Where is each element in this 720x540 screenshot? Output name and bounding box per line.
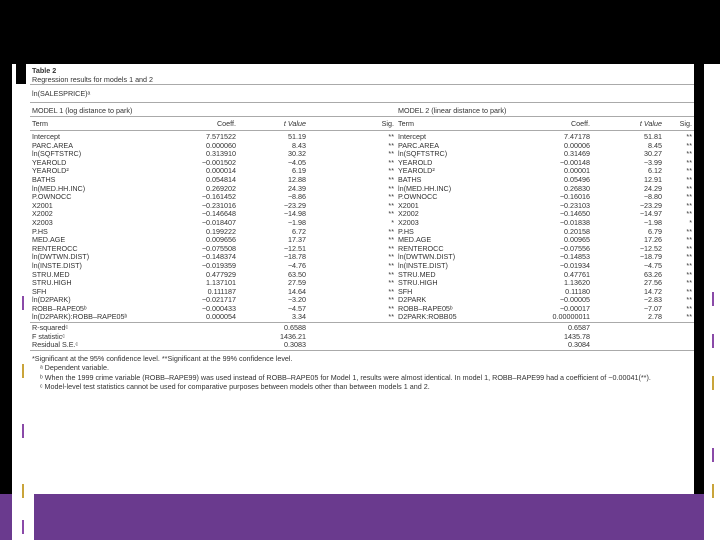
table-cell: 63.26 (644, 270, 662, 279)
stats-row (30, 341, 694, 350)
table-cell: 27.59 (288, 279, 306, 288)
table-cell: −0.00017 (559, 304, 590, 313)
table-cell: 0.00006 (564, 141, 590, 150)
table-cell: −0.231016 (201, 201, 236, 210)
table-cell: −4.05 (287, 158, 306, 167)
table-cell: ** (686, 193, 692, 202)
table-row (30, 142, 694, 151)
table-cell: ** (388, 193, 394, 202)
table-row (30, 176, 694, 185)
column-header: Term (30, 117, 160, 131)
table-cell: ** (686, 201, 692, 210)
table-cell: −4.76 (287, 261, 306, 270)
table-cell: −23.29 (639, 201, 662, 210)
table-cell: ln(INSTE.DIST) (32, 261, 82, 270)
table-cell: ** (686, 313, 692, 322)
table-cell: ln(MED.HH.INC) (32, 184, 86, 193)
table-cell: −0.161452 (201, 193, 236, 202)
table-cell: −7.07 (643, 304, 662, 313)
table-row (30, 296, 694, 305)
table-cell: −8.80 (643, 193, 662, 202)
table-notes (30, 351, 694, 392)
table-cell: PARC.AREA (32, 141, 74, 150)
table-cell: −1.98 (643, 218, 662, 227)
table-row (30, 245, 694, 254)
table-cell: SFH (398, 287, 413, 296)
empty-cell (308, 341, 396, 350)
table-cell: 0.111187 (207, 287, 236, 296)
table-cell: BATHS (32, 175, 56, 184)
table-cell: ** (388, 201, 394, 210)
table-cell: −23.29 (283, 201, 306, 210)
table-cell: ** (388, 296, 394, 305)
column-header-row (30, 117, 694, 131)
black-marker (16, 50, 26, 84)
stats-cell: 0.3083 (238, 341, 308, 350)
table-row (30, 185, 694, 194)
table-cell: P.HS (398, 227, 414, 236)
table-cell: 30.27 (644, 150, 662, 159)
table-row (30, 262, 694, 271)
table-row (30, 219, 694, 228)
table-cell: 51.81 (644, 132, 662, 141)
table-cell: 0.05496 (564, 175, 590, 184)
stats-cell: 0.6588 (238, 323, 308, 333)
table-cell: 14.72 (644, 287, 662, 296)
table-cell: PARC.AREA (398, 141, 440, 150)
table-cell: −3.99 (643, 158, 662, 167)
model2-heading: MODEL 2 (linear distance to park) (398, 106, 507, 115)
table-cell: 1.13620 (564, 279, 590, 288)
table-cell: −2.83 (643, 296, 662, 305)
stats-row (30, 323, 694, 333)
table-cell: ln(D2PARK):ROBB–RAPE05ᵇ (32, 313, 128, 322)
table-cell: 27.56 (644, 279, 662, 288)
table-cell: D2PARK:ROBB05 (398, 313, 457, 322)
table-cell: 1.137101 (206, 279, 236, 288)
column-header: Coeff. (506, 117, 592, 131)
table-cell: 2.78 (648, 313, 662, 322)
table-cell: 0.47761 (564, 270, 590, 279)
table-cell: X2003 (398, 218, 419, 227)
empty-cell (160, 323, 238, 333)
table-cell: ** (388, 304, 394, 313)
empty-cell (664, 323, 694, 333)
table-cell: 0.20158 (564, 227, 590, 236)
table-cell: ** (388, 150, 394, 159)
table-row (30, 167, 694, 176)
table-cell: 0.000060 (206, 141, 236, 150)
stats-cell: 0.6587 (506, 323, 592, 333)
table-cell: D2PARK (398, 296, 427, 305)
table-cell: ** (686, 287, 692, 296)
table-cell: −0.01934 (559, 261, 590, 270)
table-cell: ** (686, 141, 692, 150)
table-cell: ** (686, 279, 692, 288)
table-cell: ln(DWTWN.DIST) (32, 253, 90, 262)
table-cell: MED.AGE (398, 236, 432, 245)
table-cell: 0.11180 (565, 287, 590, 296)
table-cell: 17.26 (644, 236, 662, 245)
table-cell: −0.14853 (559, 253, 590, 262)
table-cell: 0.477929 (206, 270, 236, 279)
stats-row (30, 333, 694, 342)
table-cell: 0.00965 (564, 236, 590, 245)
empty-cell (664, 333, 694, 342)
note-b: ᵇ When the 1999 crime variable (ROBB–RAPE99) was used instead of ROBB–RAPE05 for Model 1, results were almost identical. In model 1, ROBB–RAPE99 had a coefficient of −0.00041(**). (40, 372, 651, 382)
table-cell: ln(SQFTSTRC) (32, 150, 82, 159)
table-row (30, 271, 694, 280)
table-cell: 6.79 (648, 227, 662, 236)
table-cell: −0.146648 (201, 210, 236, 219)
table-cell: ** (388, 313, 394, 322)
table-cell: ** (686, 184, 692, 193)
regression-table (30, 116, 694, 351)
table-cell: RENTEROCC (32, 244, 78, 253)
note-c: ᶜ Model-level test statistics cannot be used for comparative purposes between models other than between models 1 and 2. (40, 382, 430, 392)
column-header: Sig. (308, 117, 396, 131)
stats-cell: F statisticᶜ (32, 332, 65, 341)
table-cell: 0.00000011 (552, 313, 590, 322)
empty-cell (396, 341, 506, 350)
table-cell: 8.43 (292, 141, 306, 150)
table-cell: * (689, 218, 692, 227)
table-cell: 12.91 (644, 175, 662, 184)
table-cell: −0.00005 (559, 296, 590, 305)
table-cell: 0.000014 (206, 167, 236, 176)
table-cell: −3.20 (287, 296, 306, 305)
table-cell: −18.78 (283, 253, 306, 262)
table-cell: ** (686, 175, 692, 184)
table-cell: STRU.HIGH (398, 279, 438, 288)
empty-cell (308, 323, 396, 333)
table-cell: ** (388, 261, 394, 270)
table-cell: 0.31469 (564, 150, 590, 159)
table-cell: 0.000054 (206, 313, 236, 322)
table-cell: X2001 (32, 201, 53, 210)
table-cell: 7.571522 (206, 132, 236, 141)
table-row (30, 159, 694, 168)
table-cell: ln(DWTWN.DIST) (398, 253, 456, 262)
empty-cell (592, 341, 664, 350)
table-cell: −4.57 (287, 304, 306, 313)
table-cell: 6.12 (648, 167, 662, 176)
table-row (30, 150, 694, 159)
table-cell: 51.19 (288, 132, 306, 141)
table-cell: ** (388, 279, 394, 288)
empty-cell (160, 333, 238, 342)
table-cell: 0.009656 (206, 236, 236, 245)
table-cell: 6.72 (292, 227, 306, 236)
column-header: Term (396, 117, 506, 131)
note-a: ᵃ Dependent variable. (40, 363, 110, 373)
table-cell: ** (686, 167, 692, 176)
table-cell: YEAROLD (32, 158, 67, 167)
table-cell: ** (686, 304, 692, 313)
empty-cell (396, 323, 506, 333)
table-cell: −8.86 (287, 193, 306, 202)
empty-cell (664, 341, 694, 350)
table-cell: ** (388, 184, 394, 193)
table-cell: 63.50 (288, 270, 306, 279)
table-title: Table 2 (32, 66, 57, 75)
dependent-variable: ln(SALESPRICE)ᵃ (30, 84, 694, 102)
table-cell: ** (686, 244, 692, 253)
table-cell: −0.23103 (559, 201, 590, 210)
table-cell: ** (686, 150, 692, 159)
table-cell: SFH (32, 287, 47, 296)
table-cell: ** (686, 253, 692, 262)
table-cell: RENTEROCC (398, 244, 444, 253)
table-cell: −0.01838 (559, 218, 590, 227)
table-cell: −14.98 (283, 210, 306, 219)
table-cell: −0.001502 (201, 158, 236, 167)
empty-cell (396, 333, 506, 342)
table-row (30, 210, 694, 219)
empty-cell (308, 333, 396, 342)
stats-cell: R-squaredᶜ (30, 323, 160, 333)
column-header: Sig. (664, 117, 694, 131)
table-cell: ** (686, 158, 692, 167)
model1-heading: MODEL 1 (log distance to park) (32, 106, 133, 115)
table-cell: −0.00148 (559, 158, 590, 167)
table-cell: 17.37 (288, 236, 306, 245)
table-cell: ** (388, 253, 394, 262)
table-cell: ln(INSTE.DIST) (398, 261, 448, 270)
table-cell: 3.34 (292, 313, 306, 322)
purple-footer-band (0, 494, 720, 540)
table-cell: 24.29 (644, 184, 662, 193)
table-cell: ** (388, 158, 394, 167)
column-header: t Value (592, 117, 664, 131)
table-cell: ** (686, 270, 692, 279)
table-cell: YEAROLD² (398, 167, 435, 176)
empty-cell (160, 341, 238, 350)
table-cell: −14.97 (639, 210, 662, 219)
table-cell: ** (388, 167, 394, 176)
table-cell: 0.00001 (564, 167, 590, 176)
table-cell: 6.19 (292, 167, 306, 176)
table-cell: 0.313910 (206, 150, 236, 159)
table-row (30, 253, 694, 262)
table-caption: Regression results for models 1 and 2 (32, 75, 154, 84)
table-cell: ROBB–RAPE05ᵇ (32, 304, 87, 313)
table-row (30, 305, 694, 314)
table-cell: ** (388, 244, 394, 253)
table-cell: STRU.MED (398, 270, 436, 279)
stats-cell: Residual S.E.ᶜ (30, 341, 160, 350)
table-cell: 0.054814 (206, 175, 236, 184)
stats-cell: 0.3084 (506, 341, 592, 350)
table-cell: −18.79 (639, 253, 662, 262)
table-cell: ln(MED.HH.INC) (398, 184, 452, 193)
table-cell: Intercept (398, 132, 426, 141)
table-page (30, 64, 694, 494)
table-cell: P.HS (32, 227, 48, 236)
table-cell: −0.148374 (201, 253, 236, 262)
table-row (30, 202, 694, 211)
table-cell: ** (686, 261, 692, 270)
table-cell: ** (388, 270, 394, 279)
table-cell: 7.47178 (564, 132, 590, 141)
table-cell: −1.98 (287, 218, 306, 227)
table-cell: 8.45 (648, 141, 662, 150)
table-row (30, 236, 694, 245)
column-header: Coeff. (160, 117, 238, 131)
table-cell: * (391, 218, 394, 227)
table-cell: ** (686, 210, 692, 219)
table-cell: 24.39 (288, 184, 306, 193)
table-cell: STRU.MED (32, 270, 70, 279)
table-cell: ln(D2PARK) (32, 296, 71, 305)
right-decor-bar (704, 64, 720, 540)
table-cell: X2003 (32, 218, 53, 227)
table-cell: STRU.HIGH (32, 279, 72, 288)
table-cell: YEAROLD² (32, 167, 69, 176)
table-cell: ln(SQFTSTRC) (398, 150, 448, 159)
stats-cell: 1435.78 (564, 332, 590, 341)
table-cell: −12.51 (283, 244, 306, 253)
table-cell: X2001 (398, 201, 419, 210)
table-cell: ** (388, 210, 394, 219)
table-cell: X2002 (32, 210, 53, 219)
table-cell: ** (388, 141, 394, 150)
table-cell: ** (388, 236, 394, 245)
table-cell: 0.26830 (564, 184, 590, 193)
table-cell: −0.021717 (201, 296, 236, 305)
table-cell: 0.269202 (206, 184, 236, 193)
table-cell: ** (686, 227, 692, 236)
empty-cell (592, 333, 664, 342)
note-significance: *Significant at the 95% confidence level. **Significant at the 99% confidence level. (32, 353, 293, 363)
table-cell: ** (388, 175, 394, 184)
table-cell: −0.018407 (201, 218, 236, 227)
table-cell: ** (686, 236, 692, 245)
top-black-band (0, 0, 720, 64)
table-row (30, 313, 694, 322)
table-cell: P.OWNOCC (398, 193, 438, 202)
table-cell: −0.019359 (201, 261, 236, 270)
table-cell: ** (686, 296, 692, 305)
table-row (30, 131, 694, 142)
table-row (30, 288, 694, 297)
table-cell: 12.88 (288, 175, 306, 184)
table-cell: 30.32 (288, 150, 306, 159)
table-cell: ROBB–RAPE05ᵇ (398, 304, 453, 313)
empty-cell (592, 323, 664, 333)
table-cell: Intercept (32, 132, 60, 141)
table-cell: 14.64 (288, 287, 306, 296)
table-cell: X2002 (398, 210, 419, 219)
table-cell: YEAROLD (398, 158, 433, 167)
table-cell: ** (388, 227, 394, 236)
table-row (30, 193, 694, 202)
table-cell: ** (686, 132, 692, 141)
table-cell: −0.07556 (559, 244, 590, 253)
table-cell: P.OWNOCC (32, 193, 72, 202)
table-cell: ** (388, 287, 394, 296)
table-cell: ** (388, 132, 394, 141)
table-cell: −0.16016 (559, 193, 590, 202)
stats-cell: 1436.21 (280, 332, 306, 341)
table-row (30, 228, 694, 237)
table-cell: MED.AGE (32, 236, 66, 245)
table-cell: −12.52 (639, 244, 662, 253)
column-header: t Value (238, 117, 308, 131)
table-row (30, 279, 694, 288)
table-cell: −0.14650 (559, 210, 590, 219)
table-cell: −0.075508 (201, 244, 236, 253)
table-cell: −4.75 (643, 261, 662, 270)
table-cell: 0.199222 (206, 227, 236, 236)
model-headings (30, 102, 694, 116)
table-cell: BATHS (398, 175, 422, 184)
table-cell: −0.000433 (201, 304, 236, 313)
